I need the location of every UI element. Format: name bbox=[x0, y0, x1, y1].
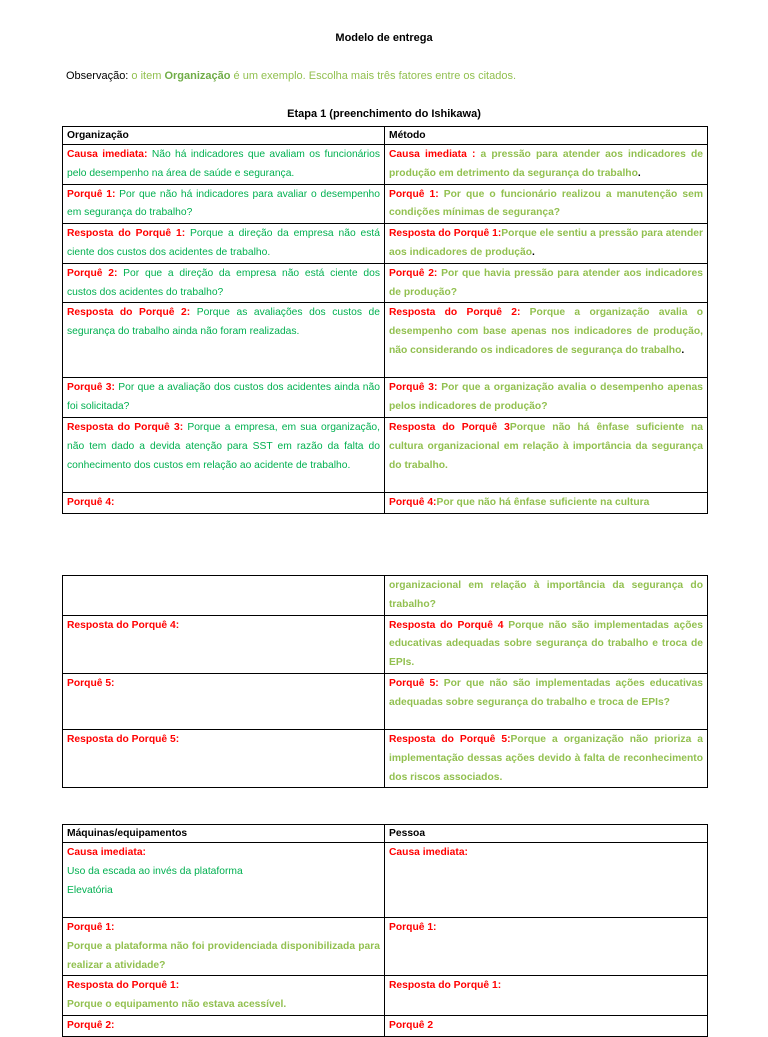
table-row bbox=[63, 976, 708, 1016]
metodo-cell bbox=[385, 673, 708, 729]
org-cell bbox=[63, 263, 385, 303]
table-row bbox=[63, 918, 708, 976]
cell-text: Porque o equipamento não estava acessível. bbox=[67, 999, 287, 1011]
cell-text: Por que a avaliação dos custos dos acidentes ainda não foi solicitada? bbox=[67, 382, 380, 413]
maquinas-cell bbox=[63, 918, 385, 976]
cell-label: Resposta do Porquê 2: bbox=[389, 307, 521, 319]
table-row bbox=[63, 673, 708, 729]
maquinas-cell bbox=[63, 843, 385, 918]
cell-label: Resposta do Porquê 4: bbox=[67, 619, 180, 631]
cell-text: Por que o funcionário realizou a manutenção sem condições mínimas de segurança? bbox=[389, 188, 703, 219]
cell-label: Porquê 1: bbox=[67, 188, 116, 200]
observation-note bbox=[66, 70, 516, 82]
cell-text: Uso da escada ao invés da plataforma bbox=[67, 865, 243, 877]
org-cell bbox=[63, 492, 385, 513]
cell-label: Porquê 2: bbox=[389, 267, 438, 279]
cell-label: Porquê 2: bbox=[67, 267, 118, 279]
header-organizacao: Organização bbox=[63, 127, 385, 145]
cell-label: Resposta do Porquê 1: bbox=[389, 980, 502, 992]
table-row bbox=[63, 145, 708, 185]
cell-text: Porque a empresa, em sua organização, não tem dado a devida atenção para SST em razão da falta do conhecimento dos custos em relação ao acidente de trabalho. bbox=[67, 421, 381, 471]
cell-label: Porquê 4: bbox=[389, 496, 437, 508]
header-maquinas: Máquinas/equipamentos bbox=[63, 825, 385, 843]
observation-text-1: o item bbox=[128, 70, 165, 82]
cell-label: Resposta do Porquê 4 bbox=[389, 619, 504, 631]
cell-tail: . bbox=[532, 246, 535, 258]
metodo-cell bbox=[385, 224, 708, 264]
pessoa-cell bbox=[385, 1015, 708, 1036]
org-cell bbox=[63, 576, 385, 616]
metodo-cell bbox=[385, 729, 708, 787]
metodo-cell bbox=[385, 492, 708, 513]
org-cell bbox=[63, 417, 385, 492]
org-cell bbox=[63, 729, 385, 787]
cell-label: Porquê 5: bbox=[67, 677, 115, 689]
pessoa-cell bbox=[385, 976, 708, 1016]
metodo-cell bbox=[385, 576, 708, 616]
cell-text: Por que havia pressão para atender aos indicadores de produção? bbox=[389, 267, 703, 298]
cell-label: Resposta do Porquê 1: bbox=[67, 228, 186, 240]
cell-label: Porquê 5: bbox=[389, 677, 439, 689]
table-row bbox=[63, 492, 708, 513]
cell-text: Porque a direção da empresa não está ciente dos custos dos acidentes de trabalho. bbox=[67, 228, 381, 258]
cell-label: Resposta do Porquê 5: bbox=[389, 733, 511, 745]
cell-text: Elevatória bbox=[67, 884, 113, 896]
cell-label: Resposta do Porquê 5: bbox=[67, 733, 180, 745]
table-row bbox=[63, 378, 708, 418]
cell-label: Porquê 3: bbox=[389, 382, 438, 394]
header-metodo: Método bbox=[385, 127, 708, 145]
cell-text: Por que não há indicadores para avaliar o desempenho em segurança do trabalho? bbox=[67, 188, 381, 219]
cell-label: Causa imediata: bbox=[389, 847, 468, 858]
cell-text: Não há indicadores que avaliam os funcionários pelo desempenho na área de saúde e segurança. bbox=[67, 149, 380, 179]
cell-label: Porquê 1: bbox=[389, 188, 439, 200]
cell-tail: . bbox=[637, 167, 641, 179]
metodo-cell bbox=[385, 303, 708, 378]
observation-text-2: é um exemplo. Escolha mais três fatores entre os citados. bbox=[230, 70, 517, 82]
maquinas-cell bbox=[63, 976, 385, 1016]
cell-text: Porque ele sentiu a pressão para atender aos indicadores de produção bbox=[389, 228, 703, 258]
table-row bbox=[63, 263, 708, 303]
org-cell bbox=[63, 673, 385, 729]
metodo-cell bbox=[385, 145, 708, 185]
cell-label: Causa imediata: bbox=[67, 847, 146, 858]
cell-text: Por que a organização avalia o desempenho apenas pelos indicadores de produção? bbox=[389, 382, 703, 413]
ishikawa-table-maquinas-pessoa bbox=[62, 824, 708, 1037]
org-cell bbox=[63, 303, 385, 378]
ishikawa-table-organizacao-metodo bbox=[62, 126, 708, 514]
document-title: Modelo de entrega bbox=[335, 32, 433, 44]
metodo-cell bbox=[385, 417, 708, 492]
org-cell bbox=[63, 184, 385, 224]
cell-label: Porquê 4: bbox=[67, 496, 115, 508]
cell-label: Resposta do Porquê 3 bbox=[389, 421, 510, 433]
cell-label: Porquê 2 bbox=[389, 1019, 434, 1031]
cell-text: Porque a organização avalia o desempenho com base apenas nos indicadores de produção, não considerando os indicadores de segurança do trabalho bbox=[389, 307, 703, 356]
metodo-cell bbox=[385, 263, 708, 303]
observation-label: Observação: bbox=[66, 70, 129, 82]
table-row bbox=[63, 303, 708, 378]
cell-label: Resposta do Porquê 2: bbox=[67, 307, 191, 319]
maquinas-cell bbox=[63, 1015, 385, 1036]
table-row bbox=[63, 417, 708, 492]
cell-text: Por que não há ênfase suficiente na cultura bbox=[436, 496, 650, 508]
header-pessoa: Pessoa bbox=[385, 825, 708, 843]
cell-label: Porquê 1: bbox=[389, 922, 437, 933]
cell-text: Porque a plataforma não foi providenciada disponibilizada para realizar a atividade? bbox=[67, 940, 380, 971]
cell-text: organizacional em relação à importância da segurança do trabalho? bbox=[389, 580, 703, 610]
ishikawa-table-continuation bbox=[62, 575, 708, 788]
org-cell bbox=[63, 145, 385, 185]
cell-text: Por que a direção da empresa não está ciente dos custos dos acidentes do trabalho? bbox=[67, 267, 380, 298]
org-cell bbox=[63, 224, 385, 264]
observation-org: Organização bbox=[164, 70, 231, 82]
cell-label: Porquê 1: bbox=[67, 922, 115, 933]
cell-text: Porque a organização não prioriza a implementação dessas ações devido à falta de reconhecimento dos riscos associados. bbox=[389, 733, 704, 783]
cell-label: Causa imediata : bbox=[389, 149, 476, 160]
etapa-title: Etapa 1 (preenchimento do Ishikawa) bbox=[287, 108, 481, 120]
cell-label: Causa imediata: bbox=[67, 149, 148, 160]
org-cell bbox=[63, 378, 385, 418]
cell-text: a pressão para atender aos indicadores de produção em detrimento da segurança do trabalho bbox=[389, 149, 703, 179]
table-row bbox=[63, 576, 708, 616]
cell-label: Resposta do Porquê 1: bbox=[389, 228, 502, 240]
cell-text: Porque não há ênfase suficiente na cultura organizacional em relação à importância da segurança do trabalho. bbox=[389, 421, 703, 471]
cell-label: Porquê 2: bbox=[67, 1019, 115, 1031]
cell-label: Resposta do Porquê 1: bbox=[67, 980, 180, 992]
table-row bbox=[63, 729, 708, 787]
table-row bbox=[63, 224, 708, 264]
cell-label: Porquê 3: bbox=[67, 382, 115, 394]
table-row bbox=[63, 184, 708, 224]
cell-text: Porque não são implementadas ações educativas adequadas sobre segurança do trabalho e troca de EPIs. bbox=[389, 619, 703, 669]
cell-text: Porque as avaliações dos custos de segurança do trabalho ainda não foram realizadas. bbox=[67, 307, 380, 338]
table-row bbox=[63, 843, 708, 918]
metodo-cell bbox=[385, 615, 708, 673]
org-cell bbox=[63, 615, 385, 673]
metodo-cell bbox=[385, 378, 708, 418]
cell-text: Por que não são implementadas ações educativas adequadas sobre segurança do trabalho e troca de EPIs? bbox=[389, 677, 703, 708]
cell-tail: . bbox=[681, 344, 685, 356]
pessoa-cell bbox=[385, 843, 708, 918]
table-row bbox=[63, 1015, 708, 1036]
pessoa-cell bbox=[385, 918, 708, 976]
metodo-cell bbox=[385, 184, 708, 224]
table-row bbox=[63, 615, 708, 673]
cell-label: Resposta do Porquê 3: bbox=[67, 421, 184, 433]
